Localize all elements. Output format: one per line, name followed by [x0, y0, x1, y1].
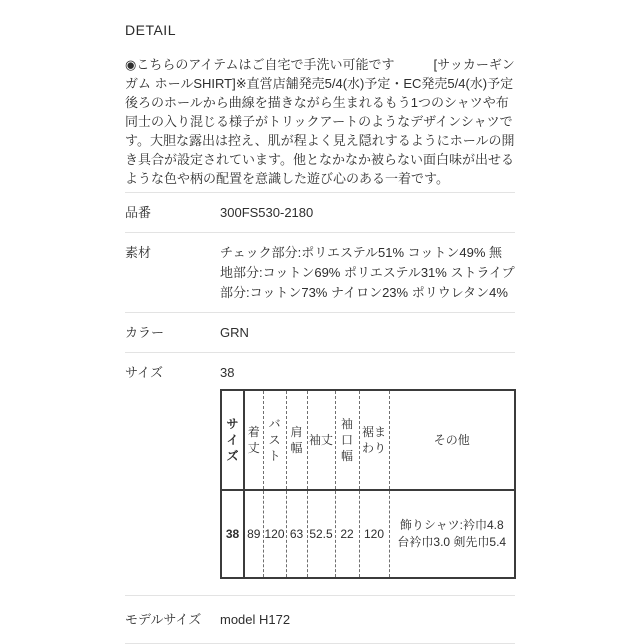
spec-value-material: チェック部分:ポリエステル51% コットン49% 無地部分:コットン69% ポリエステル31% ストライプ部分:コットン73% ナイロン23% ポリウレタン4%: [220, 245, 515, 300]
size-chart-cell-other: 飾りシャツ:衿巾4.8 台衿巾3.0 剣先巾5.4: [389, 490, 515, 578]
size-chart-cell-hem: 120: [359, 490, 389, 578]
section-title: DETAIL: [125, 22, 176, 38]
spec-label-color: カラー: [125, 325, 165, 340]
size-chart-table: [220, 389, 516, 579]
size-chart-data-row: [221, 490, 515, 578]
size-chart-cell-sleeve-length: 52.5: [307, 490, 335, 578]
detail-section: [125, 0, 553, 644]
size-chart-cell-size: 38: [221, 490, 244, 578]
spec-label-material: 素材: [125, 245, 152, 260]
spec-row-model-size: [125, 596, 515, 644]
spec-row-color: [125, 313, 515, 353]
size-value: 38: [220, 365, 235, 380]
size-chart-header-row: [221, 390, 515, 490]
spec-label-size: サイズ: [125, 365, 163, 380]
size-chart-header-hem: 裾まわり: [359, 390, 389, 490]
spec-row-size: [125, 353, 515, 596]
product-description: ◉こちらのアイテムはご自宅で手洗い可能です [サッカーギンガム ホールSHIRT]※直営店舗発売5/4(水)予定・EC発売5/4(水)予定 後ろのホールから曲線を描きながら生まれるもう1つのシャツや布同士の入り混じる様子がトリックアートのようなデザインシャツです。大胆な露出は控え、肌が程よく見え隠れするようにホールの開き具合が設定されています。他となかなか被らない面白味が出せるような色や柄の配置を意識した遊び心のある一着です。: [125, 55, 515, 193]
size-chart-cell-cuff-width: 22: [335, 490, 359, 578]
size-chart-header-other: その他: [389, 390, 515, 490]
size-chart-cell-bust: 120: [263, 490, 286, 578]
spec-value-item-number: 300FS530-2180: [220, 205, 314, 220]
spec-row-item-number: [125, 193, 515, 233]
size-chart-header-bust: バスト: [263, 390, 286, 490]
spec-value-color: GRN: [220, 325, 249, 340]
size-chart-header-size: サイズ: [221, 390, 244, 490]
size-chart-header-shoulder: 肩幅: [286, 390, 307, 490]
size-chart-header-length: 着丈: [244, 390, 263, 490]
spec-label-model-size: モデルサイズ: [125, 612, 202, 627]
spec-value-model-size: model H172: [220, 612, 291, 627]
size-chart-header-cuff-width: 袖口幅: [335, 390, 359, 490]
spec-label-item-number: 品番: [125, 205, 152, 220]
size-chart-header-sleeve-length: 袖丈: [307, 390, 335, 490]
size-chart-cell-shoulder: 63: [286, 490, 307, 578]
size-chart-cell-length: 89: [247, 527, 261, 541]
spec-row-material: [125, 233, 515, 313]
